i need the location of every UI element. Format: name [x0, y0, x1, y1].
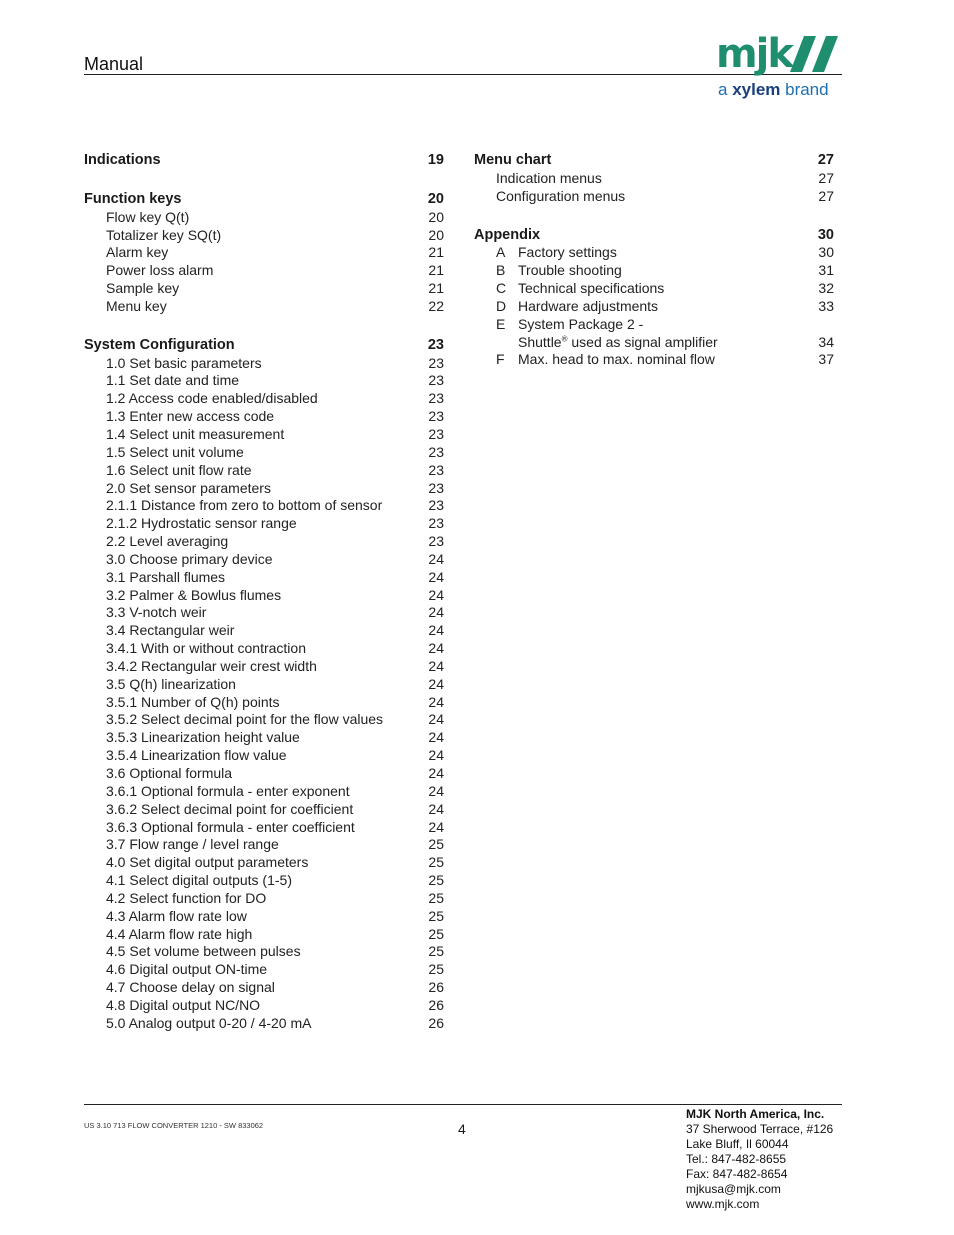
entry-page-number: 25 — [428, 943, 444, 960]
toc-entry — [84, 604, 444, 622]
entry-page-number: 24 — [428, 800, 444, 817]
entry-label — [106, 587, 281, 605]
toc-entry — [84, 480, 444, 498]
section-page-number: 23 — [427, 336, 444, 353]
entry-page-number: 25 — [428, 907, 444, 924]
toc-entry — [84, 801, 444, 819]
entry-page-number: 24 — [428, 568, 444, 585]
entry-label — [106, 227, 221, 245]
entry-label-text: 1.0 Set basic parameters — [106, 354, 262, 371]
toc-entry — [84, 1015, 444, 1033]
entry-label-text: 2.1.1 Distance from zero to bottom of sensor — [106, 497, 383, 514]
toc-entry — [84, 372, 444, 390]
entry-page-number: 23 — [428, 497, 444, 514]
section-title: Function keys — [84, 190, 182, 207]
entry-label-text: Hardware adjustments — [518, 297, 659, 314]
section-page-number: 20 — [427, 190, 444, 207]
toc-entry — [84, 569, 444, 587]
entry-label — [106, 836, 279, 854]
entry-label — [106, 622, 234, 640]
entry-label-text: 4.3 Alarm flow rate low — [106, 907, 247, 924]
toc-entry — [84, 408, 444, 426]
toc-section-heading — [84, 152, 444, 170]
entry-page-number: 24 — [428, 640, 444, 657]
entry-page-number: 26 — [428, 996, 444, 1013]
toc-entry — [84, 262, 444, 280]
toc-entry — [84, 943, 444, 961]
entry-label — [518, 262, 622, 280]
logo-tag-suffix: brand — [780, 80, 829, 99]
entry-label — [106, 801, 353, 819]
entry-page-number: 21 — [428, 244, 444, 261]
section-page-number: 27 — [817, 152, 834, 168]
toc-left-column — [84, 152, 444, 1054]
toc-entry — [84, 622, 444, 640]
entry-page-number: 26 — [428, 1014, 444, 1031]
website-line: www.mjk.com — [686, 1197, 760, 1211]
entry-label-text: 4.4 Alarm flow rate high — [106, 925, 253, 942]
entry-label-text: 2.2 Level averaging — [106, 533, 229, 550]
toc-section — [474, 227, 834, 370]
address-line: Lake Bluff, Il 60044 — [686, 1137, 789, 1151]
entry-page-number: 22 — [428, 297, 444, 314]
toc-entry — [84, 426, 444, 444]
phone-line: Tel.: 847-482-8655 — [686, 1152, 787, 1166]
entry-page-number: 24 — [428, 711, 444, 728]
entry-label — [106, 711, 383, 729]
toc-section-heading — [474, 152, 834, 170]
entry-label-text: 3.3 V-notch weir — [106, 604, 207, 621]
toc-entry — [474, 244, 834, 262]
entry-label — [106, 408, 274, 426]
entry-label-text: 4.8 Digital output NC/NO — [106, 996, 261, 1013]
entry-label — [106, 943, 301, 961]
entry-label — [106, 676, 236, 694]
toc-entry — [84, 836, 444, 854]
entry-label-text: Max. head to max. nominal flow — [518, 351, 715, 368]
toc-entry — [84, 587, 444, 605]
toc-section — [84, 191, 444, 316]
entry-label-text: 3.0 Choose primary device — [106, 550, 273, 567]
section-title: Indications — [84, 152, 161, 168]
entry-label — [496, 188, 625, 206]
toc-entry — [84, 298, 444, 316]
entry-label — [106, 497, 382, 515]
entry-label-text: 1.4 Select unit measurement — [106, 425, 285, 442]
entry-label — [106, 480, 271, 498]
entry-label-text: 3.6.3 Optional formula - enter coefficient — [106, 818, 355, 835]
entry-label — [106, 908, 247, 926]
toc-section-heading — [84, 191, 444, 209]
entry-label — [106, 426, 284, 444]
toc-entry — [84, 209, 444, 227]
entry-page-number: 24 — [428, 604, 444, 621]
mjk-xylem-logo — [714, 32, 844, 104]
entry-label-text: 2.1.2 Hydrostatic sensor range — [106, 515, 297, 532]
toc-section — [84, 152, 444, 170]
entry-label-text: Shuttle — [518, 333, 562, 350]
entry-label-text: 1.6 Select unit flow rate — [106, 461, 252, 478]
toc-entry — [84, 926, 444, 944]
toc-entry — [84, 783, 444, 801]
toc-entry — [84, 676, 444, 694]
entry-page-number: 25 — [428, 836, 444, 853]
toc-entry — [84, 497, 444, 515]
section-title: Appendix — [474, 226, 541, 243]
entry-page-number: 25 — [428, 925, 444, 942]
entry-label-text: 1.3 Enter new access code — [106, 408, 275, 425]
entry-page-number: 25 — [428, 854, 444, 871]
entry-label-text: 5.0 Analog output 0-20 / 4-20 mA — [106, 1014, 312, 1031]
section-title: System Configuration — [84, 336, 235, 353]
registered-mark: ® — [561, 333, 568, 343]
toc-section — [474, 152, 834, 206]
email-line: mjkusa@mjk.com — [686, 1182, 781, 1196]
entry-label — [106, 926, 252, 944]
entry-page-number: 23 — [428, 425, 444, 442]
entry-page-number: 24 — [428, 782, 444, 799]
entry-page-number: 23 — [428, 354, 444, 371]
entry-label-text: 3.6.1 Optional formula - enter exponent — [106, 782, 350, 799]
toc-entry — [474, 316, 834, 334]
entry-page-number: 24 — [428, 729, 444, 746]
logo-slash-icon — [790, 34, 844, 74]
entry-page-number: 25 — [428, 872, 444, 889]
entry-label-text: 3.1 Parshall flumes — [106, 568, 226, 585]
entry-label — [106, 244, 168, 262]
entry-page-number: 27 — [818, 187, 834, 204]
entry-label — [106, 298, 167, 316]
entry-label-text: 3.6.2 Select decimal point for coefficient — [106, 800, 354, 817]
toc-entry — [84, 515, 444, 533]
toc-entry — [474, 188, 834, 206]
toc-entry — [84, 390, 444, 408]
logo-tag-brand: xylem — [732, 80, 781, 99]
entry-page-number: 26 — [428, 979, 444, 996]
entry-page-number: 24 — [428, 747, 444, 764]
entry-label — [106, 569, 225, 587]
entry-label — [106, 979, 275, 997]
entry-label-suffix: used as signal amplifier — [567, 333, 718, 350]
toc-entry — [84, 462, 444, 480]
entry-page-number: 23 — [428, 372, 444, 389]
entry-label-text: Trouble shooting — [518, 262, 622, 279]
entry-label — [518, 351, 715, 369]
entry-label-text: 2.0 Set sensor parameters — [106, 479, 271, 496]
entry-page-number: 23 — [428, 461, 444, 478]
entry-label-text: Totalizer key SQ(t) — [106, 226, 222, 243]
toc-entry — [84, 854, 444, 872]
toc-entry — [84, 890, 444, 908]
entry-label — [518, 280, 664, 298]
entry-page-number: 23 — [428, 479, 444, 496]
entry-page-number: 24 — [428, 693, 444, 710]
entry-label — [106, 890, 266, 908]
entry-label — [106, 390, 318, 408]
entry-label — [518, 244, 617, 262]
entry-label-text: 3.5.2 Select decimal point for the flow values — [106, 711, 384, 728]
entry-page-number: 34 — [818, 333, 834, 350]
toc-section-heading — [84, 337, 444, 355]
entry-label-text: Technical specifications — [518, 280, 665, 297]
entry-label-text: 3.4.1 With or without contraction — [106, 640, 306, 657]
entry-letter: C — [496, 280, 507, 297]
entry-label-text: 1.1 Set date and time — [106, 372, 240, 389]
toc-entry — [84, 694, 444, 712]
toc-entry — [474, 170, 834, 188]
document-code: US 3.10 713 FLOW CONVERTER 1210 - SW 833062 — [84, 1121, 264, 1130]
entry-page-number: 32 — [818, 280, 834, 297]
entry-label-text: Alarm key — [106, 244, 169, 261]
entry-label — [106, 1015, 311, 1033]
toc-entry — [84, 244, 444, 262]
entry-label — [106, 372, 239, 390]
entry-label-text: 1.5 Select unit volume — [106, 443, 244, 460]
toc-entry — [84, 997, 444, 1015]
entry-page-number: 23 — [428, 533, 444, 550]
entry-label — [106, 997, 260, 1015]
entry-page-number: 33 — [818, 297, 834, 314]
toc-entry — [84, 640, 444, 658]
entry-label — [106, 747, 287, 765]
toc-entry — [474, 351, 834, 369]
entry-label — [106, 783, 350, 801]
page-title: Manual — [84, 54, 144, 74]
entry-page-number: 21 — [428, 280, 444, 297]
toc-entry — [84, 765, 444, 783]
entry-label-text: Menu key — [106, 297, 167, 314]
entry-page-number: 23 — [428, 408, 444, 425]
entry-label — [106, 533, 228, 551]
entry-label — [106, 444, 244, 462]
entry-label — [106, 515, 297, 533]
entry-label-text: Power loss alarm — [106, 262, 214, 279]
entry-label — [106, 355, 262, 373]
entry-label — [106, 872, 292, 890]
entry-label-text: 3.4 Rectangular weir — [106, 622, 235, 639]
entry-label-text: 4.1 Select digital outputs (1-5) — [106, 872, 292, 889]
toc-entry — [84, 747, 444, 765]
entry-page-number: 30 — [818, 244, 834, 261]
entry-letter: E — [496, 315, 506, 332]
entry-label-text: 4.7 Choose delay on signal — [106, 979, 275, 996]
logo-tagline — [718, 80, 829, 100]
entry-label-text: 3.5.3 Linearization height value — [106, 729, 300, 746]
toc-entry — [84, 872, 444, 890]
toc-entry — [84, 280, 444, 298]
entry-page-number: 25 — [428, 961, 444, 978]
toc-entry — [84, 819, 444, 837]
entry-label-text: Indication menus — [496, 169, 602, 186]
toc-entry — [84, 658, 444, 676]
entry-label-text: 3.5.1 Number of Q(h) points — [106, 693, 280, 710]
entry-label-text: 1.2 Access code enabled/disabled — [106, 390, 318, 407]
entry-label — [106, 604, 206, 622]
toc-entry — [474, 262, 834, 280]
fax-line: Fax: 847-482-8654 — [686, 1167, 788, 1181]
entry-page-number: 20 — [428, 226, 444, 243]
section-page-number: 30 — [817, 226, 834, 243]
entry-label-text: 3.5.4 Linearization flow value — [106, 747, 287, 764]
entry-label-text: 3.2 Palmer & Bowlus flumes — [106, 586, 282, 603]
entry-label — [496, 170, 602, 188]
entry-label-text: Factory settings — [518, 244, 617, 261]
entry-label-text: 3.6 Optional formula — [106, 765, 233, 781]
entry-page-number: 24 — [428, 675, 444, 692]
toc-entry — [84, 355, 444, 373]
entry-page-number: 23 — [428, 390, 444, 407]
entry-label-text: 3.4.2 Rectangular weir crest width — [106, 657, 317, 674]
entry-letter: F — [496, 351, 505, 368]
toc-entry — [84, 979, 444, 997]
toc-entry — [84, 551, 444, 569]
entry-label-text: Flow key Q(t) — [106, 208, 190, 225]
entry-label-text: Sample key — [106, 280, 180, 297]
entry-label-text: 4.0 Set digital output parameters — [106, 854, 309, 871]
company-address — [686, 1107, 833, 1212]
entry-label — [106, 658, 317, 676]
entry-page-number: 23 — [428, 515, 444, 532]
page-number: 4 — [458, 1121, 466, 1137]
logo-wordmark: mjk — [716, 31, 792, 77]
entry-label — [106, 819, 355, 837]
entry-letter: B — [496, 262, 506, 279]
entry-page-number: 24 — [428, 765, 444, 781]
section-title: Menu chart — [474, 152, 552, 168]
toc-entry — [84, 729, 444, 747]
toc-entry — [474, 334, 834, 352]
entry-label — [106, 961, 267, 979]
entry-label — [106, 640, 306, 658]
entry-page-number: 24 — [428, 586, 444, 603]
entry-page-number: 24 — [428, 622, 444, 639]
entry-label-text: 4.6 Digital output ON-time — [106, 961, 268, 978]
toc-entry — [474, 298, 834, 316]
entry-page-number: 24 — [428, 550, 444, 567]
entry-label-text: 4.2 Select function for DO — [106, 889, 267, 906]
entry-label — [106, 280, 179, 298]
toc-entry — [474, 280, 834, 298]
entry-label — [106, 551, 273, 569]
entry-label — [106, 262, 213, 280]
entry-label — [106, 694, 280, 712]
entry-page-number: 37 — [818, 351, 834, 368]
toc-entry — [84, 711, 444, 729]
entry-page-number: 20 — [428, 208, 444, 225]
toc-section-heading — [474, 227, 834, 245]
entry-label — [106, 765, 232, 783]
entry-page-number: 24 — [428, 818, 444, 835]
company-name: MJK North America, Inc. — [686, 1107, 825, 1121]
entry-label — [518, 334, 718, 352]
entry-page-number: 24 — [428, 657, 444, 674]
entry-label — [106, 209, 189, 227]
entry-label — [518, 298, 658, 316]
entry-page-number: 27 — [818, 169, 834, 186]
entry-label-text: 4.5 Set volume between pulses — [106, 943, 301, 960]
section-page-number: 19 — [427, 152, 444, 168]
footer-divider — [84, 1104, 842, 1105]
entry-page-number: 21 — [428, 262, 444, 279]
toc-entry — [84, 533, 444, 551]
entry-page-number: 31 — [818, 262, 834, 279]
entry-label-text: 3.5 Q(h) linearization — [106, 675, 236, 692]
entry-label — [106, 854, 308, 872]
logo-tag-prefix: a — [718, 80, 733, 99]
entry-label — [106, 462, 252, 480]
entry-label-text: Configuration menus — [496, 187, 626, 204]
entry-letter: A — [496, 244, 506, 261]
toc-right-column — [474, 152, 834, 390]
toc-entry — [84, 444, 444, 462]
entry-page-number: 25 — [428, 889, 444, 906]
entry-label — [106, 729, 300, 747]
toc-entry — [84, 227, 444, 245]
entry-letter: D — [496, 297, 507, 314]
entry-label — [518, 316, 643, 334]
toc-entry — [84, 961, 444, 979]
toc-section — [84, 337, 444, 1033]
toc-entry — [84, 908, 444, 926]
address-line: 37 Sherwood Terrace, #126 — [686, 1122, 834, 1136]
entry-label-text: System Package 2 - — [518, 315, 644, 332]
entry-label-text: 3.7 Flow range / level range — [106, 836, 279, 853]
entry-page-number: 23 — [428, 443, 444, 460]
